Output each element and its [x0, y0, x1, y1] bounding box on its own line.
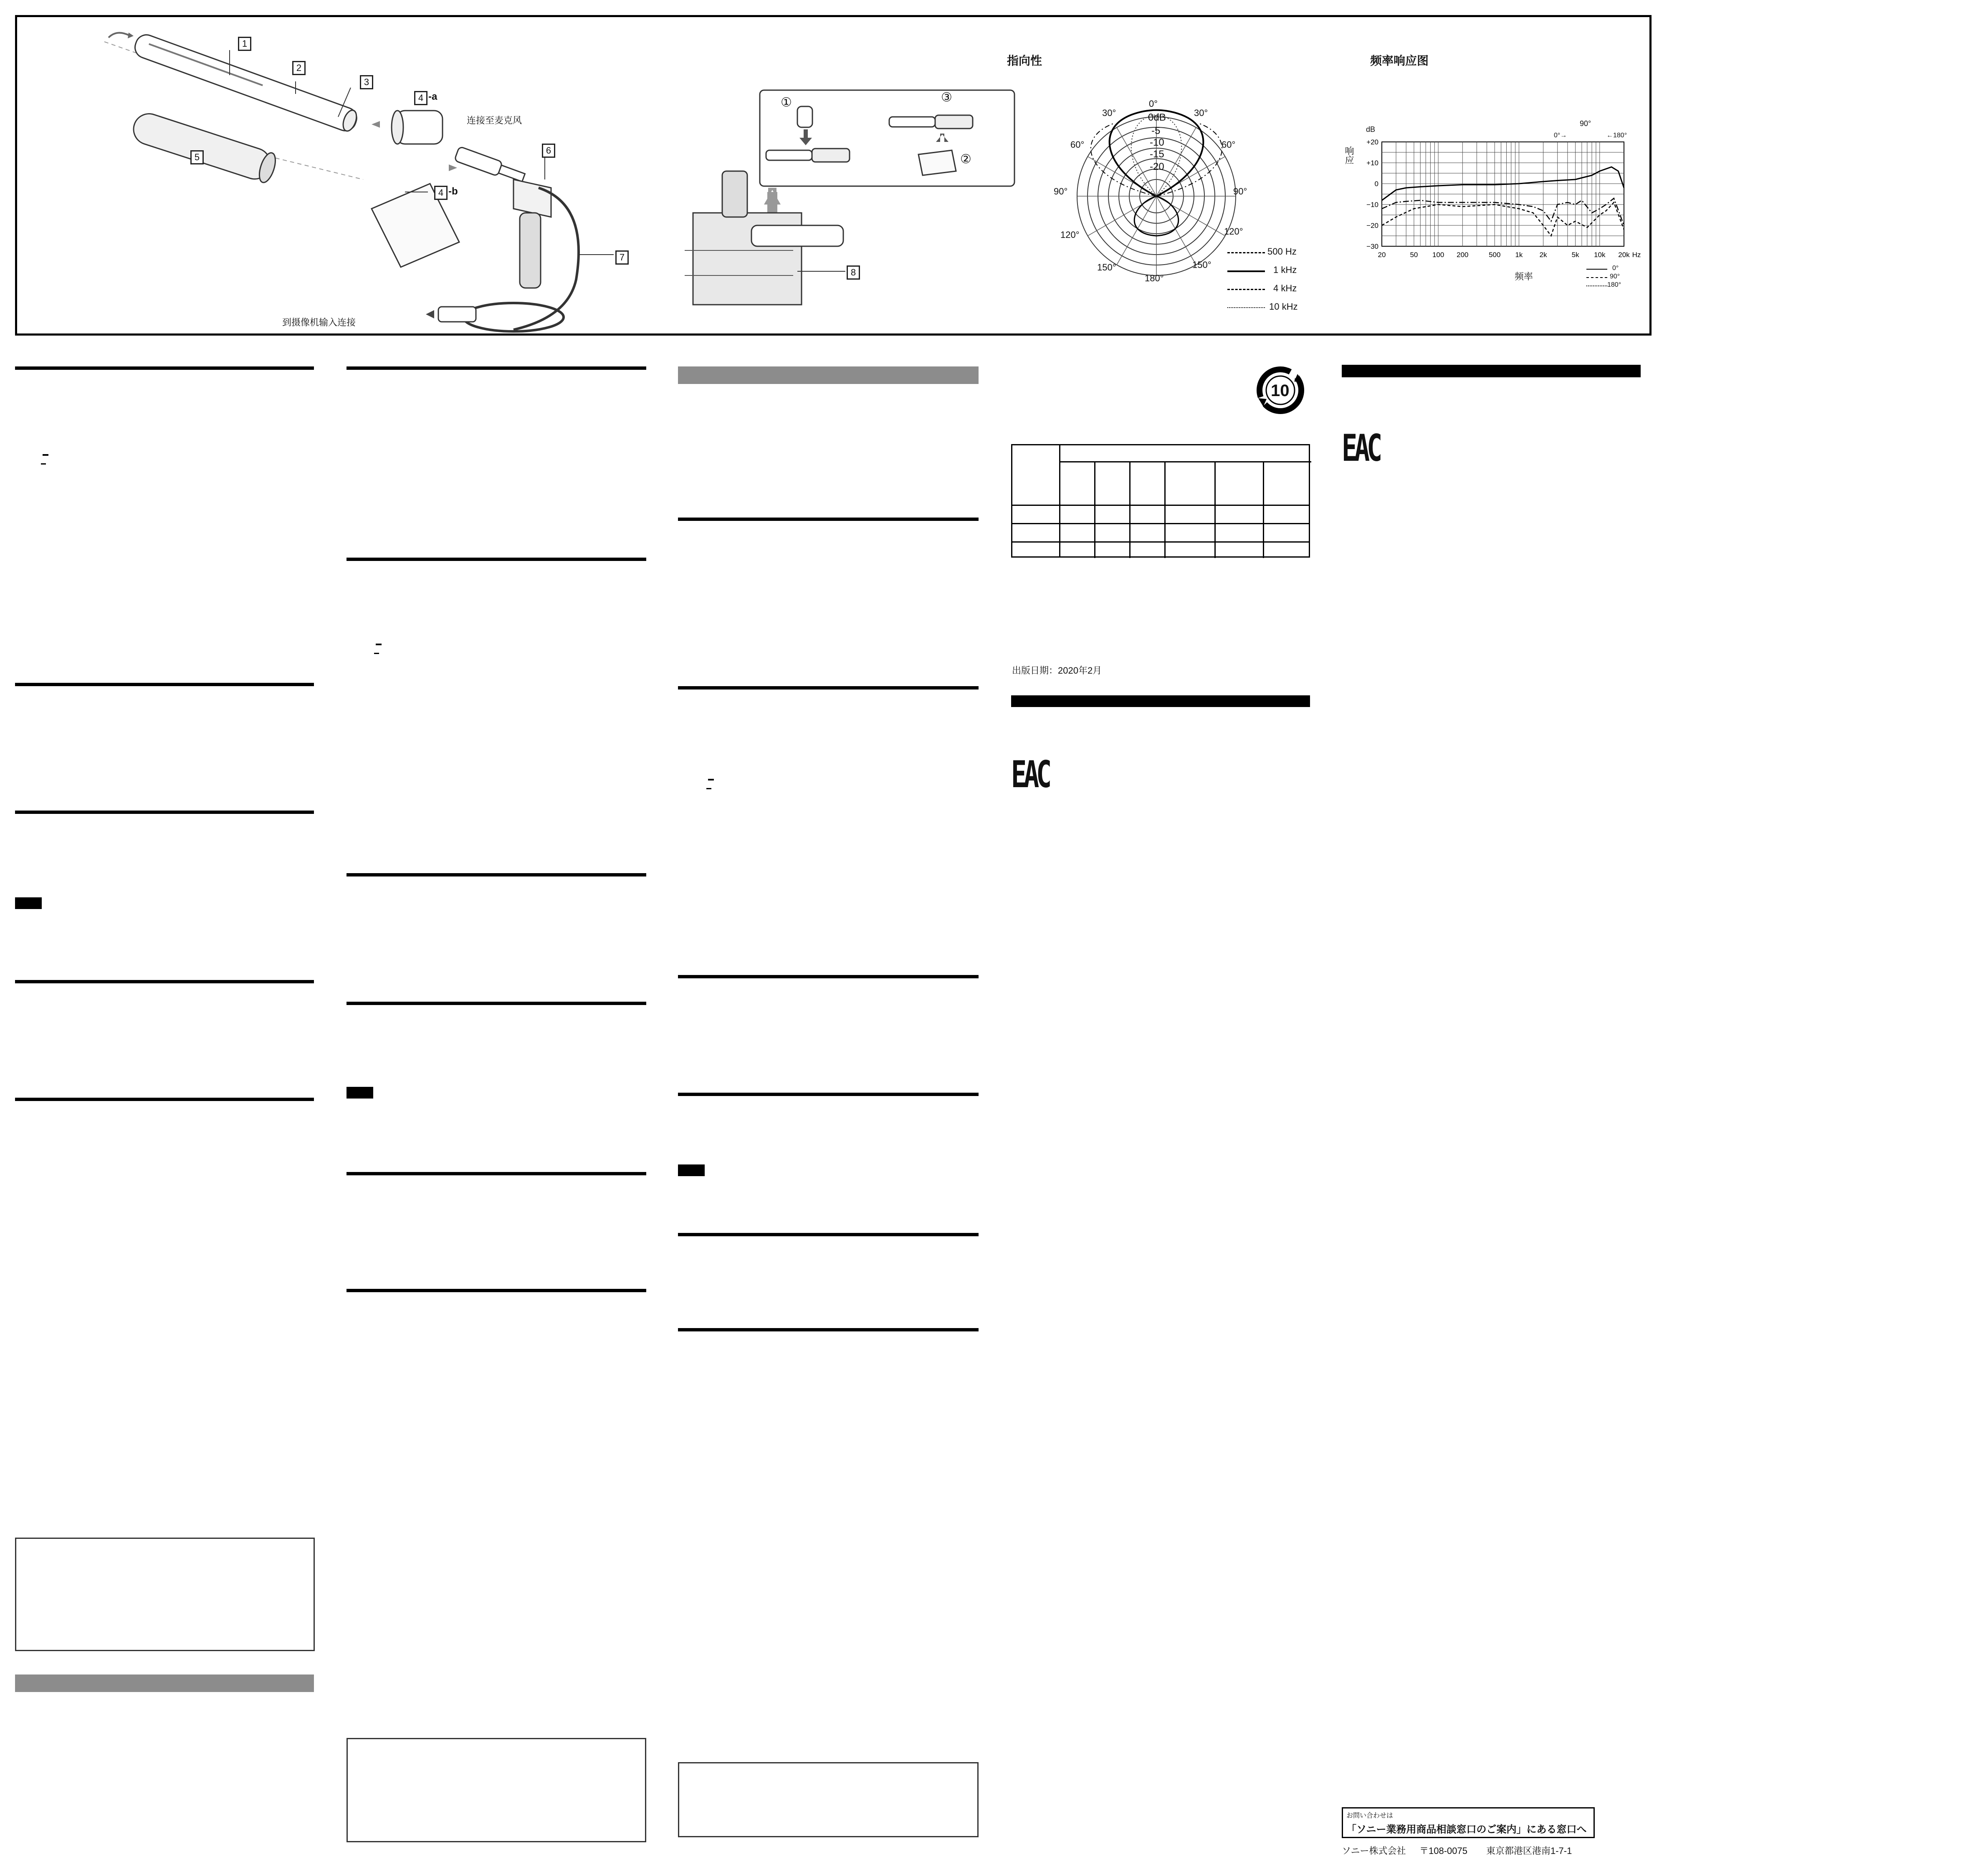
directivity-title: 指向性	[1007, 54, 1042, 67]
col3-rule-2	[678, 686, 979, 689]
col2-rule-5	[347, 1172, 646, 1175]
col3-rule-6	[678, 1328, 979, 1331]
polar-angle-90-left: 90°	[1054, 186, 1068, 197]
col2-rule-4	[347, 1002, 646, 1005]
legend-line-500hz	[1227, 252, 1265, 253]
col3-note-label	[678, 1164, 705, 1176]
callout-4b-suffix: -b	[448, 186, 458, 197]
col2-rule-2	[347, 558, 646, 561]
fr-x-tick-label: 10k	[1594, 251, 1606, 259]
fr-x-tick-label: Hz	[1632, 251, 1641, 259]
legend-4khz: 4 kHz	[1273, 283, 1297, 293]
fr-ylabel: 响应	[1344, 146, 1354, 164]
fr-x-tick-label: 1k	[1515, 251, 1523, 259]
fr-angle-0: 0°→	[1554, 132, 1567, 139]
fr-xlabel: 频率	[1515, 271, 1533, 282]
col1-rule-5	[15, 1098, 314, 1101]
col1-note-label	[15, 897, 42, 909]
col3-grey-heading	[678, 366, 979, 384]
publication-date: 出版日期：2020年2月	[1012, 665, 1102, 676]
legend-line-1khz	[1227, 270, 1265, 272]
fr-x-tick-label: 100	[1432, 251, 1444, 259]
polar-angle-0: 0°	[1149, 98, 1158, 109]
substance-table	[1011, 444, 1310, 558]
epup-logo	[1256, 366, 1305, 415]
epup-number: 10	[1271, 381, 1290, 400]
fr-x-tick-label: 2k	[1539, 251, 1547, 259]
callout-8: 8	[847, 265, 860, 280]
parts-illustration	[96, 25, 639, 334]
col2-mark-1b	[374, 653, 379, 654]
legend-500hz: 500 Hz	[1267, 246, 1297, 257]
step-3: ③	[941, 91, 952, 104]
polar-angle-60-left: 60°	[1070, 139, 1085, 150]
fr-legend-line-180	[1586, 285, 1607, 286]
col3-rule-3	[678, 975, 979, 978]
polar-level-10: -10	[1150, 137, 1164, 148]
contact-heading: お問い合わせは	[1346, 1812, 1394, 1819]
callout-6: 6	[542, 144, 555, 158]
fr-y-tick-label: 0	[1374, 180, 1378, 188]
col4-eac-mark: EAC	[1011, 753, 1049, 796]
polar-angle-150-right: 150°	[1192, 260, 1212, 270]
col1-rule-1	[15, 366, 314, 370]
polar-angle-150-left: 150°	[1097, 262, 1116, 273]
col3-mark-1	[708, 779, 714, 780]
col4-heavy-rule	[1011, 695, 1310, 707]
fr-x-tick-label: 5k	[1571, 251, 1579, 259]
col1-rule-3	[15, 811, 314, 814]
col2-rule-6	[347, 1289, 646, 1292]
col2-note-label	[347, 1087, 373, 1099]
col3-rule-4	[678, 1093, 979, 1096]
contact-box	[1342, 1807, 1595, 1838]
col1-rule-4	[15, 980, 314, 983]
postal-code: 〒108-0075	[1419, 1846, 1467, 1856]
step-2: ②	[960, 152, 971, 166]
col2-info-box	[347, 1738, 646, 1842]
col1-grey-heading	[15, 1674, 314, 1692]
fr-y-tick-label: −10	[1366, 201, 1378, 209]
col1-mark-1	[43, 454, 48, 456]
connect-to-mic-label: 连接至麦克风	[467, 116, 522, 126]
fr-x-tick-label: 500	[1489, 251, 1501, 259]
step-1: ①	[781, 96, 792, 109]
callout-1: 1	[238, 37, 251, 51]
fr-y-tick-label: −20	[1366, 222, 1378, 230]
fr-x-tick-label: 20k	[1618, 251, 1630, 259]
polar-level-0db: 0dB	[1148, 112, 1166, 123]
col3-rule-1	[678, 518, 979, 521]
fr-x-tick-label: 50	[1410, 251, 1418, 259]
polar-level-20: -20	[1150, 161, 1164, 172]
col1-rule-2	[15, 683, 314, 686]
polar-angle-90-right: 90°	[1233, 186, 1247, 197]
fr-x-tick-label: 20	[1378, 251, 1386, 259]
polar-angle-180: 180°	[1145, 273, 1164, 283]
fr-angle-180: ←180°	[1606, 132, 1627, 139]
col3-info-box	[678, 1762, 979, 1837]
camera-mount-illustration	[685, 88, 1027, 326]
polar-level-15: -15	[1150, 149, 1164, 160]
col3-mark-1b	[706, 788, 711, 789]
frequency-response-title: 频率响应图	[1370, 54, 1429, 67]
legend-line-4khz	[1227, 289, 1265, 290]
polar-angle-60-right: 60°	[1222, 139, 1236, 150]
connect-to-camera-label: 到摄像机输入连接	[282, 318, 356, 328]
legend-10khz: 10 kHz	[1269, 301, 1298, 312]
col1-mark-1b	[41, 463, 46, 465]
fr-y-tick-label: +20	[1366, 138, 1378, 146]
col2-rule-3	[347, 873, 646, 876]
fr-legend-line-90	[1586, 277, 1607, 278]
fr-y-tick-label: +10	[1366, 159, 1378, 167]
callout-7: 7	[615, 250, 629, 265]
contact-main: 「ソニー業務用商品相談窓口のご案内」にある窓口へ	[1346, 1824, 1587, 1835]
polar-angle-30-left: 30°	[1102, 108, 1116, 118]
polar-angle-30-right: 30°	[1194, 108, 1208, 118]
address: 東京都港区港南1-7-1	[1486, 1846, 1572, 1856]
fr-legend-180: 180°	[1607, 281, 1621, 288]
polar-level-5: -5	[1151, 125, 1161, 136]
fr-series-90deg	[1382, 198, 1624, 225]
fr-x-tick-label: 200	[1457, 251, 1469, 259]
col2-rule-1	[347, 366, 646, 370]
callout-4a-suffix: -a	[428, 91, 438, 102]
fr-legend-90: 90°	[1610, 273, 1620, 280]
col5-eac-mark: EAC	[1342, 427, 1380, 470]
callout-5: 5	[190, 150, 204, 164]
col5-heavy-rule	[1342, 365, 1641, 377]
frequency-response-chart	[1361, 138, 1645, 263]
polar-angle-120-right: 120°	[1224, 226, 1243, 237]
callout-4a: 4	[414, 91, 427, 105]
callout-4b: 4	[434, 186, 448, 200]
fr-legend-line-0	[1586, 269, 1607, 270]
legend-line-10khz	[1227, 307, 1265, 308]
fr-legend-0: 0°	[1612, 265, 1619, 272]
col1-info-box	[15, 1538, 315, 1651]
callout-3: 3	[360, 75, 373, 89]
fr-y-tick-label: −30	[1366, 242, 1378, 250]
polar-angle-120-left: 120°	[1060, 230, 1080, 240]
fr-angle-90: 90°	[1580, 119, 1591, 128]
fr-unit-db: dB	[1366, 125, 1376, 134]
callout-2: 2	[292, 61, 306, 75]
col3-rule-5	[678, 1233, 979, 1236]
company-name: ソニー株式会社	[1342, 1846, 1406, 1856]
col2-mark-1	[376, 644, 382, 645]
legend-1khz: 1 kHz	[1273, 265, 1297, 275]
